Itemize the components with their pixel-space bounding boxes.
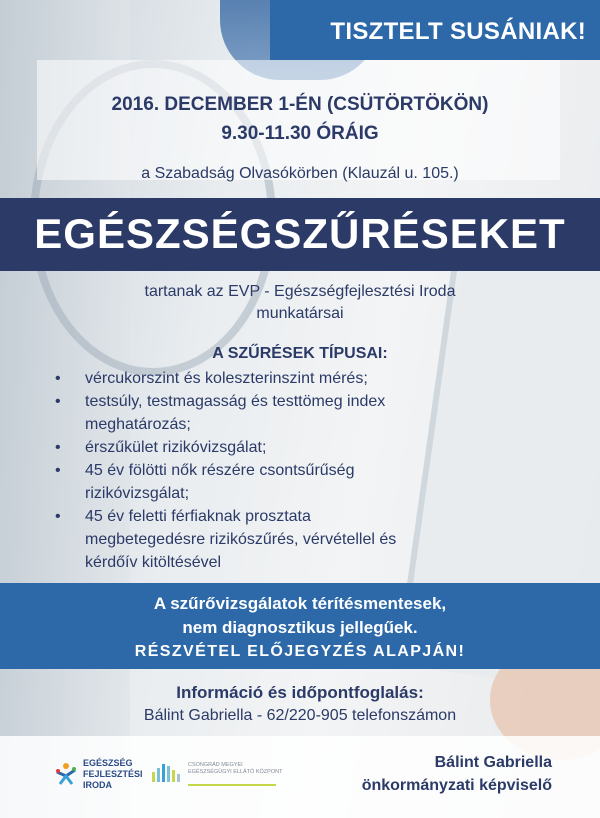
event-venue: a Szabadság Olvasókörben (Klauzál u. 105.): [141, 165, 459, 182]
logo-strip: [188, 784, 276, 786]
signature-name: Bálint Gabriella: [434, 754, 552, 771]
notice-line-2: nem diagnosztikus jellegűek.: [182, 618, 418, 637]
logo-text-line: IRODA: [83, 780, 112, 790]
list-item: [55, 390, 495, 436]
info-heading: Információ és időpontfoglalás:: [176, 683, 424, 702]
people-logo-icon: [55, 762, 77, 786]
list-item-text: kérdőív kitöltésével: [85, 554, 222, 571]
signature-role: önkormányzati képviselő: [361, 777, 552, 794]
bullet-icon: •: [55, 462, 61, 479]
bullet-icon: •: [55, 393, 61, 410]
list-item-text: vércukorszint és koleszterinszint mérés;: [85, 370, 368, 387]
bullet-icon: •: [55, 439, 61, 456]
screening-types-list: [55, 367, 495, 574]
list-item: [55, 459, 495, 505]
page-title: EGÉSZSÉGSZŰRÉSEKET: [34, 210, 566, 257]
logo-text-line: FEJLESZTÉSI: [83, 769, 143, 779]
csongrad-megyei-logo: [152, 758, 292, 798]
date-panel: [37, 60, 560, 180]
organizer-line-1: tartanak az EVP - Egészségfejlesztési Iroda: [144, 283, 456, 300]
bars-logo-icon: [152, 760, 180, 784]
list-item-text: 45 év fölötti nők részére csontsűrűség: [85, 462, 355, 479]
info-contact: Bálint Gabriella - 62/220-905 telefonszámon: [143, 707, 457, 724]
organizer-line-2: munkatársai: [256, 305, 344, 322]
screening-types-heading: A SZŰRÉSEK TÍPUSAI:: [212, 345, 388, 362]
notice-line-3: RÉSZVÉTEL ELŐJEGYZÉS ALAPJÁN!: [134, 643, 466, 660]
list-item: [55, 505, 495, 574]
list-item-text: 45 év feletti férfiaknak prosztata: [85, 508, 311, 525]
list-item-text: testsúly, testmagasság és testtömeg index: [85, 393, 386, 410]
list-item: [55, 436, 495, 459]
logo-text-line: EGÉSZSÉG: [83, 758, 133, 768]
bullet-icon: •: [55, 370, 61, 387]
event-time: 9.30-11.30 ÓRÁIG: [221, 123, 379, 144]
logo-text: [83, 758, 143, 791]
logo-text-line: EGÉSZSÉGÜGYI ELLÁTÓ KÖZPONT: [188, 769, 283, 775]
notice-line-1: A szűrővizsgálatok térítésmentesek,: [153, 594, 447, 613]
logo-text: [188, 762, 282, 776]
greeting-text: TISZTELT SUSÁNIAK!: [330, 18, 586, 45]
list-item-text: meghatározás;: [85, 416, 191, 433]
list-item-text: érszűkület rizikóvizsgálat;: [85, 439, 267, 456]
egeszsegfejlesztesi-iroda-logo: [55, 758, 155, 798]
logo-text-line: CSONGRÁD MEGYEI: [188, 762, 243, 768]
event-date: 2016. DECEMBER 1-ÉN (CSÜTÖRTÖKÖN): [111, 94, 489, 115]
list-item: [55, 367, 495, 390]
list-item-text: rizikóvizsgálat;: [85, 485, 190, 502]
list-item-text: megbetegedésre rizikószűrés, vérvétellel és: [85, 531, 397, 548]
bullet-icon: •: [55, 508, 61, 525]
